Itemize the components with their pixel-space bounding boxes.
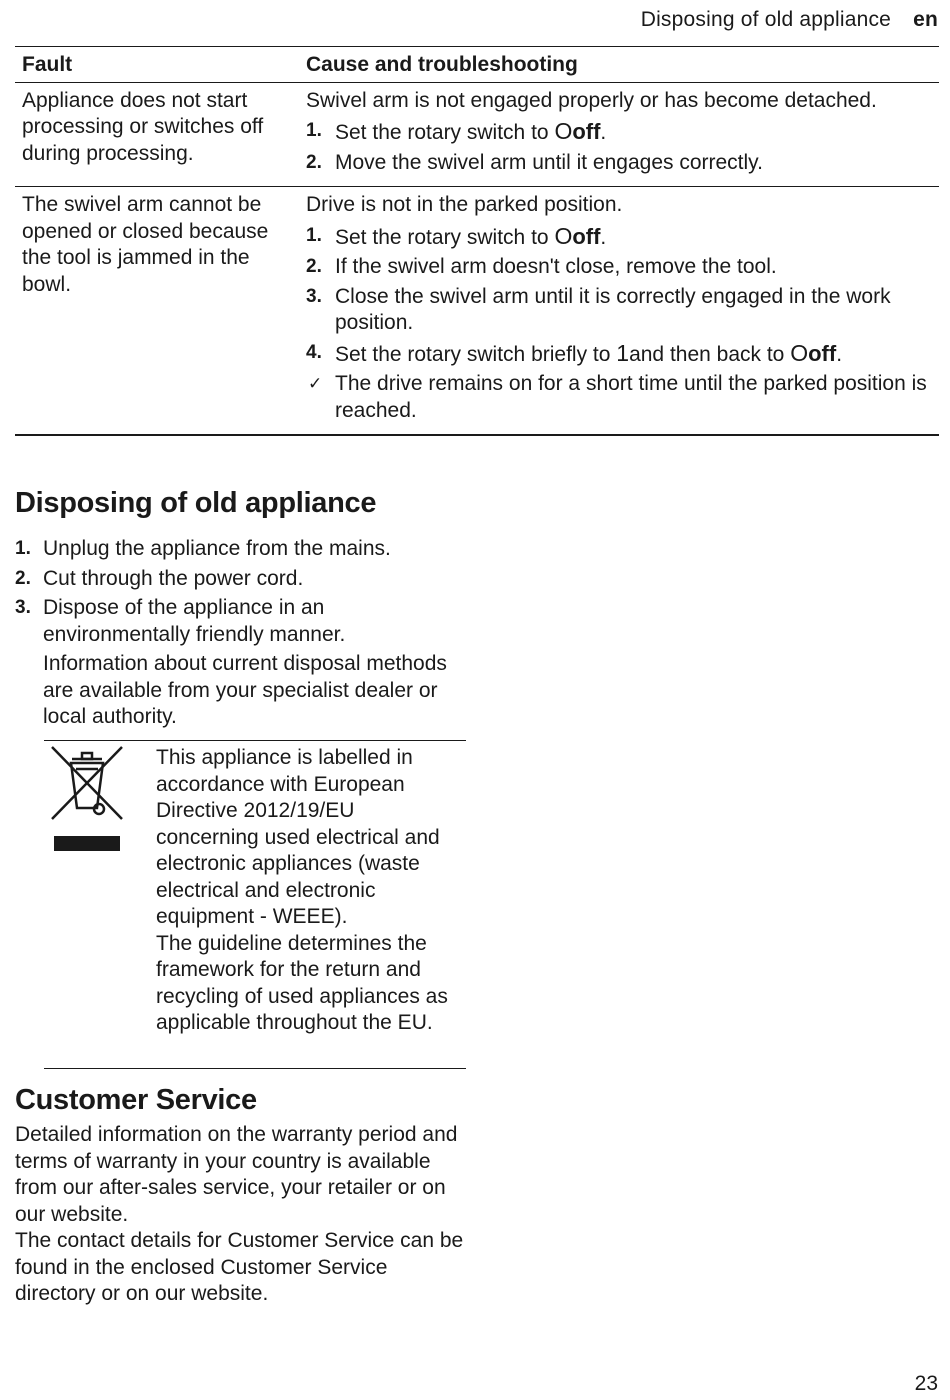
weee-guideline-text: The guideline determines the framework for the return and recycling of used appliances as applicable throughout the EU.: [156, 931, 448, 1034]
customer-service-paragraph: The contact details for Customer Service can be found in the enclosed Customer Service directory or on our website.: [15, 1229, 464, 1305]
list-item: [15, 595, 470, 648]
off-label: off: [572, 223, 601, 249]
list-item: [306, 150, 932, 177]
result-text: The drive remains on for a short time until the parked position is reached.: [335, 372, 927, 422]
step-text: Set the rotary switch to: [335, 121, 555, 144]
disposal-info: Information about current disposal methods are available from your specialist dealer or local authority.: [43, 652, 447, 728]
step-text: Dispose of the appliance in an environmentally friendly manner.: [43, 596, 346, 646]
on-symbol-icon: 1: [616, 339, 630, 366]
customer-service-paragraph: Detailed information on the warranty period and terms of warranty in your country is available from our after-sales service, your retailer or on our website.: [15, 1123, 458, 1226]
running-header: [641, 8, 938, 32]
step-number: 2.: [15, 567, 31, 589]
table-row: [15, 82, 939, 187]
step-number: 1.: [306, 224, 322, 246]
header-section-title: Disposing of old appliance: [640, 8, 892, 31]
step-number: 3.: [306, 285, 322, 307]
step-number: 3.: [15, 597, 31, 618]
list-item: [306, 371, 932, 424]
step-text-mid: and then back to: [629, 342, 791, 366]
step-number: 1.: [15, 538, 31, 559]
fault-cell: The swivel arm cannot be opened or closed because the tool is jammed in the bowl.: [15, 187, 299, 436]
step-text-end: .: [836, 342, 843, 366]
weee-directive-text: This appliance is labelled in accordance with European Directive 2012/19/EU concerning used electrical and electronic appliances (waste electrical and electronic equipment - WEEE).: [156, 746, 440, 928]
section-title-disposal: Disposing of old appliance: [15, 487, 377, 519]
step-text-end: .: [600, 225, 607, 249]
fault-table: [15, 46, 939, 436]
troubleshooting-steps: [306, 223, 932, 425]
customer-service-text: [15, 1122, 470, 1308]
step-number: 4.: [306, 341, 322, 363]
list-item: [15, 536, 470, 563]
step-text: Unplug the appliance from the mains.: [43, 537, 391, 560]
language-code: en: [913, 8, 938, 31]
column-header-cause: Cause and troubleshooting: [299, 47, 939, 83]
list-item: [306, 284, 932, 337]
check-icon: ✓: [308, 374, 323, 393]
step-number: 1.: [306, 120, 322, 141]
fault-cell: Appliance does not start processing or switches off during processing.: [15, 82, 299, 187]
off-symbol-icon: O: [790, 339, 809, 366]
step-number: 2.: [306, 256, 322, 277]
list-item: [306, 254, 932, 281]
table-header-row: [15, 47, 939, 83]
off-symbol-icon: O: [554, 222, 573, 249]
list-item: [306, 118, 932, 147]
troubleshooting-steps: [306, 118, 932, 176]
step-number: 2.: [306, 151, 322, 173]
step-text: Move the swivel arm until it engages correctly.: [335, 150, 763, 174]
page-number: 23: [914, 1372, 938, 1395]
cause-cell: [299, 82, 939, 187]
section-title-customer-service: Customer Service: [15, 1084, 257, 1116]
off-symbol-icon: O: [554, 118, 573, 144]
step-text: If the swivel arm doesn't close, remove the tool.: [335, 255, 777, 278]
list-item: [306, 223, 932, 252]
off-label: off: [572, 119, 601, 144]
list-item: [15, 566, 470, 593]
step-text: Cut through the power cord.: [43, 566, 304, 590]
crossed-out-wheelie-bin-icon: [50, 745, 124, 855]
cause-text: Swivel arm is not engaged properly or has become detached.: [306, 88, 877, 112]
table-row: [15, 187, 939, 436]
disposal-instructions: [15, 532, 470, 731]
step-text-end: .: [600, 121, 607, 144]
list-item: [306, 340, 932, 369]
weee-text: [156, 745, 461, 1037]
step-text: Close the swivel arm until it is correctly engaged in the work position.: [335, 284, 891, 334]
disposal-steps: [15, 536, 470, 648]
cause-text: Drive is not in the parked position.: [306, 193, 623, 216]
column-header-fault: Fault: [15, 47, 299, 83]
step-text: Set the rotary switch to: [335, 225, 555, 249]
off-label: off: [808, 340, 837, 366]
weee-notice: [44, 740, 466, 1069]
step-text: Set the rotary switch briefly to: [335, 342, 617, 366]
cause-cell: [299, 187, 939, 436]
